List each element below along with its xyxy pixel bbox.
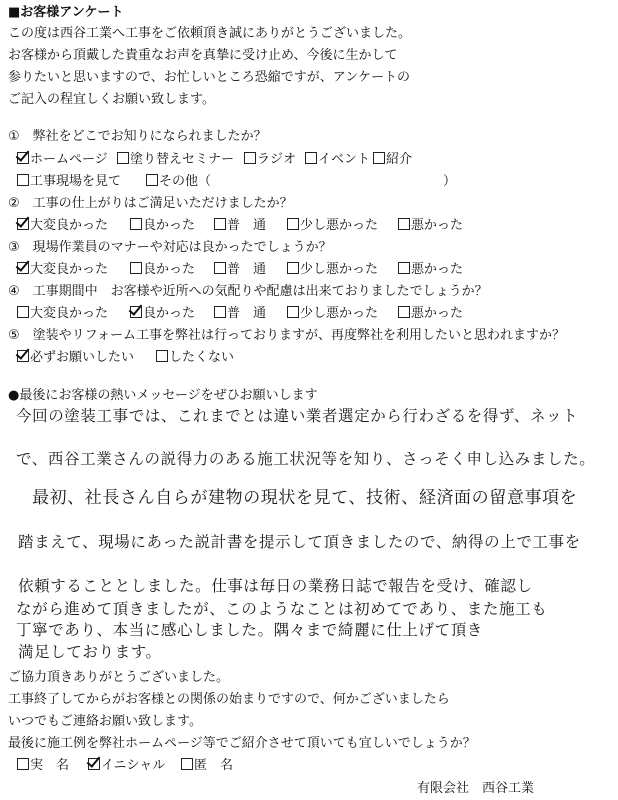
q3-option-good[interactable]: 良かった: [130, 262, 195, 278]
q3-checkbox-average[interactable]: [214, 262, 226, 274]
closing-line-3: いつでもご連絡お願い致します。: [8, 714, 202, 729]
message-line-4: 踏まえて、現場にあった説計書を提示して頂きましたので、納得の上で工事を: [18, 533, 581, 551]
message-line-6: ながら進めて頂きましたが、このようなことは初めてであり、また施工も: [16, 600, 548, 618]
q2-option-bad[interactable]: 悪かった: [398, 218, 463, 234]
q4-option-good[interactable]: 良かった: [130, 306, 195, 322]
company-name: 有限会社 西谷工業: [417, 781, 535, 796]
message-line-7: 丁寧であり、本当に感心しました。隅々まで綺麗に仕上げて頂き: [16, 621, 483, 639]
message-line-3: 最初、社長さん自らが建物の現状を見て、技術、経済面の留意事項を: [32, 488, 578, 508]
message-line-1: 今回の塗装工事では、これまでとは違い業者選定から行わざるを得ず、ネット: [16, 407, 579, 425]
closing-option-anonymous[interactable]: 匿 名: [181, 758, 233, 774]
q3-option-very-good[interactable]: 大変良かった: [17, 262, 108, 278]
q2-checkbox-bad[interactable]: [398, 218, 410, 230]
q2-option-very-good[interactable]: 大変良かった: [17, 218, 108, 234]
q1-option-radio[interactable]: ラジオ: [244, 152, 296, 168]
q5-checkbox-no[interactable]: [156, 350, 168, 362]
q1-checkbox-other[interactable]: [146, 174, 158, 186]
q1-other-close: ）: [443, 174, 457, 189]
q4-option-very-good[interactable]: 大変良かった: [17, 306, 108, 322]
q3-checkbox-slightly-bad[interactable]: [287, 262, 299, 274]
message-line-5: 依頼することとしました。仕事は毎日の業務日誌で報告を受け、確認し: [18, 577, 533, 595]
q2-checkbox-average[interactable]: [214, 218, 226, 230]
q2-option-good[interactable]: 良かった: [130, 218, 195, 234]
q4-checkbox-bad[interactable]: [398, 306, 410, 318]
question-3: ③ 現場作業員のマナーや対応は良かったでしょうか？: [8, 240, 332, 255]
q1-checkbox-referral[interactable]: [373, 152, 385, 164]
q1-checkbox-seminar[interactable]: [117, 152, 129, 164]
message-line-8: 満足しております。: [18, 643, 162, 661]
q3-option-slightly-bad[interactable]: 少し悪かった: [287, 262, 378, 278]
q1-option-homepage[interactable]: ホームページ: [17, 152, 108, 168]
q2-checkbox-very-good[interactable]: [17, 218, 29, 230]
q1-checkbox-radio[interactable]: [244, 152, 256, 164]
question-1: ① 弊社をどこでお知りになられましたか？: [8, 129, 267, 144]
q3-option-average[interactable]: 普 通: [214, 262, 266, 278]
message-line-2: で、西谷工業さんの説得力のある施工状況等を知り、さっそく申し込みました。: [16, 450, 596, 468]
q1-checkbox-event[interactable]: [305, 152, 317, 164]
q2-checkbox-slightly-bad[interactable]: [287, 218, 299, 230]
q2-option-slightly-bad[interactable]: 少し悪かった: [287, 218, 378, 234]
q4-option-average[interactable]: 普 通: [214, 306, 266, 322]
q3-checkbox-bad[interactable]: [398, 262, 410, 274]
q3-option-bad[interactable]: 悪かった: [398, 262, 463, 278]
closing-checkbox-real-name[interactable]: [17, 758, 29, 770]
q3-checkbox-very-good[interactable]: [17, 262, 29, 274]
q1-option-seminar[interactable]: 塗り替えセミナー: [117, 152, 234, 168]
q5-checkbox-definitely[interactable]: [17, 350, 29, 362]
closing-option-initials[interactable]: イニシャル: [88, 758, 165, 774]
question-4: ④ 工事期間中 お客様や近所への気配りや配慮は出来ておりましたでしょうか？: [8, 284, 488, 299]
question-2: ② 工事の仕上がりはご満足いただけましたか？: [8, 196, 293, 211]
intro-line-2: お客様から頂戴した貴重なお声を真摯に受け止め、今後に生かして: [8, 48, 398, 63]
closing-line-2: 工事終了してからがお客様との関係の始まりですので、何かございましたら: [8, 692, 450, 707]
closing-option-real-name[interactable]: 実 名: [17, 758, 69, 774]
intro-line-1: この度は西谷工業へ工事をご依頼頂き誠にありがとうございました。: [8, 26, 412, 41]
q2-option-average[interactable]: 普 通: [214, 218, 266, 234]
closing-line-4: 最後に施工例を弊社ホームページ等でご紹介させて頂いても宜しいでしょうか？: [8, 736, 476, 751]
intro-line-4: ご記入の程宜しくお願い致します。: [8, 92, 215, 107]
q4-checkbox-average[interactable]: [214, 306, 226, 318]
q2-checkbox-good[interactable]: [130, 218, 142, 230]
q4-option-slightly-bad[interactable]: 少し悪かった: [287, 306, 378, 322]
q4-checkbox-good[interactable]: [130, 306, 142, 318]
intro-line-3: 参りたいと思いますので、お忙しいところ恐縮ですが、アンケートの: [8, 70, 410, 85]
q4-checkbox-very-good[interactable]: [17, 306, 29, 318]
q1-checkbox-site[interactable]: [17, 174, 29, 186]
q4-option-bad[interactable]: 悪かった: [398, 306, 463, 322]
question-5: ⑤ 塗装やリフォーム工事を弊社は行っておりますが、再度弊社を利用したいと思われますか？: [8, 328, 566, 343]
q3-checkbox-good[interactable]: [130, 262, 142, 274]
q4-checkbox-slightly-bad[interactable]: [287, 306, 299, 318]
closing-line-1: ご協力頂きありがとうございました。: [8, 670, 230, 685]
q1-option-site[interactable]: 工事現場を見て: [17, 174, 121, 190]
q5-option-definitely[interactable]: 必ずお願いしたい: [17, 350, 134, 366]
q1-option-event[interactable]: イベント: [305, 152, 370, 168]
closing-checkbox-anonymous[interactable]: [181, 758, 193, 770]
closing-checkbox-initials[interactable]: [88, 758, 100, 770]
q5-option-no[interactable]: したくない: [156, 350, 234, 366]
message-heading: ●最後にお客様の熱いメッセージをぜひお願いします: [8, 388, 318, 403]
q1-checkbox-homepage[interactable]: [17, 152, 29, 164]
q1-option-referral[interactable]: 紹介: [373, 152, 412, 168]
q1-option-other[interactable]: その他（: [146, 174, 211, 190]
survey-title: ■お客様アンケート: [8, 5, 124, 20]
